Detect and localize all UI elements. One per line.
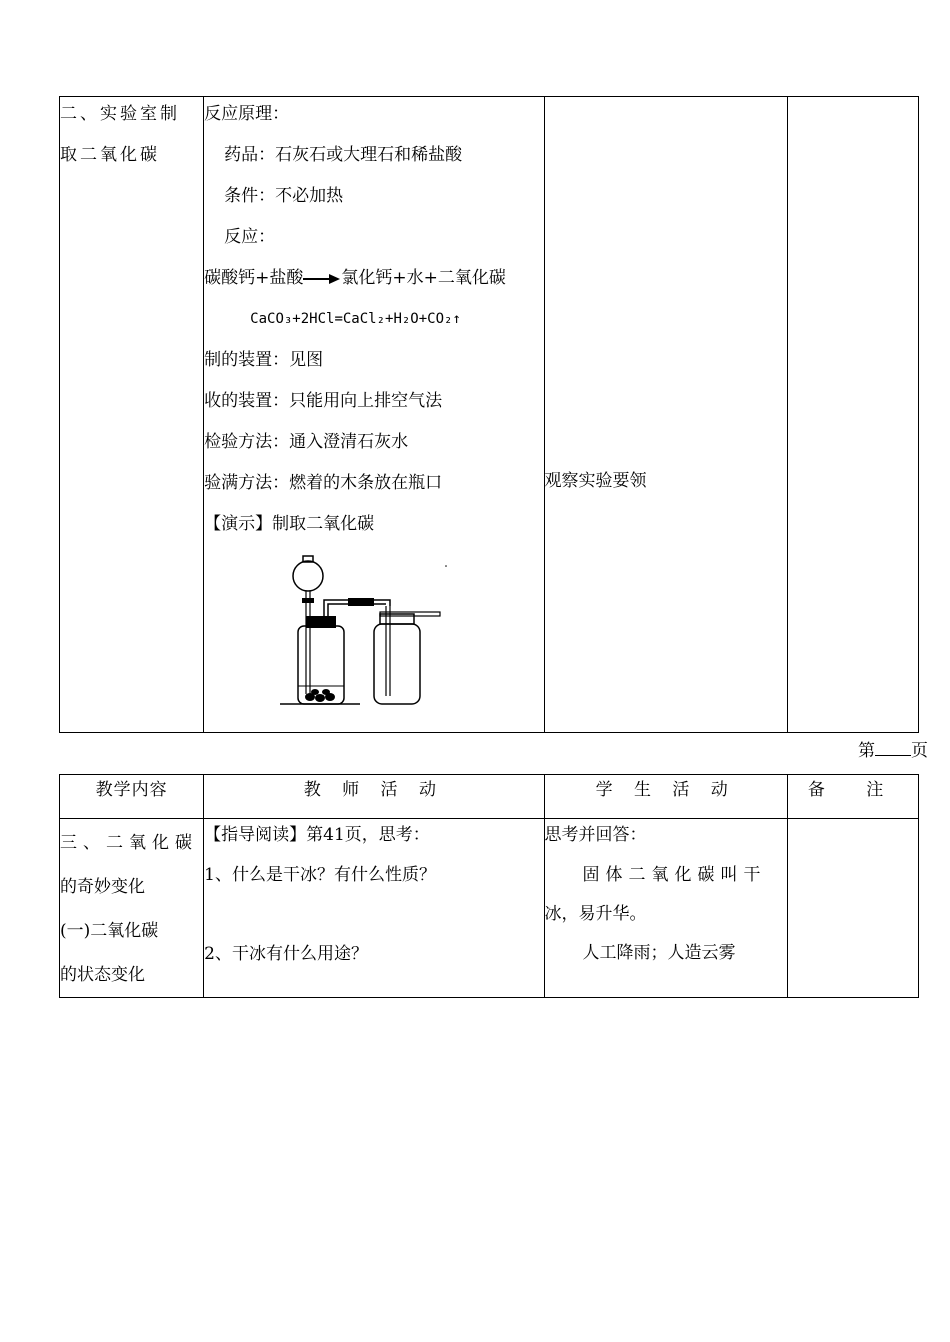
section-title-line: 的状态变化 bbox=[60, 965, 145, 985]
teacher-activity-cell bbox=[204, 819, 544, 998]
student-answer-2: 冰，易升华。 bbox=[544, 904, 647, 924]
section-title-line: 三、二氧化碳 bbox=[60, 833, 198, 853]
page-suffix: 页 bbox=[911, 741, 928, 761]
page-number-blank bbox=[875, 741, 911, 756]
apparatus-line: 制的装置：见图 bbox=[204, 350, 324, 370]
student-activity-cell bbox=[544, 97, 787, 733]
question-2: 2、干冰有什么用途？ bbox=[204, 944, 368, 964]
word-equation bbox=[204, 263, 543, 304]
reaction-heading: 反应： bbox=[224, 227, 276, 247]
lesson-table bbox=[59, 774, 919, 998]
full-check-line: 验满方法：燃着的木条放在瓶口 bbox=[204, 473, 443, 493]
header-teacher: 教 师 活 动 bbox=[204, 775, 544, 819]
collection-line: 收的装置：只能用向上排空气法 bbox=[204, 391, 443, 411]
student-answer-3: 人工降雨；人造云雾 bbox=[582, 943, 736, 963]
section-title-line: 取二氧化碳 bbox=[60, 145, 160, 165]
reagents-line: 药品：石灰石或大理石和稀盐酸 bbox=[224, 145, 463, 165]
co2-apparatus-diagram bbox=[270, 554, 460, 714]
test-method-line: 检验方法：通入澄清石灰水 bbox=[204, 432, 409, 452]
header-remarks: 备 注 bbox=[787, 775, 918, 819]
section-title-line: (一)二氧化碳 bbox=[60, 921, 159, 941]
section-title-line: 二、实验室制 bbox=[60, 104, 180, 124]
word-eq-reactants: 碳酸钙+盐酸 bbox=[204, 268, 304, 288]
demo-line: 【演示】制取二氧化碳 bbox=[204, 514, 375, 534]
section-title-line: 的奇妙变化 bbox=[60, 877, 145, 897]
section-title-cell bbox=[60, 97, 204, 733]
section-title-cell bbox=[60, 819, 204, 998]
arrow-icon bbox=[303, 273, 341, 285]
word-eq-products: 氯化钙+水+二氧化碳 bbox=[341, 268, 506, 288]
conditions-line: 条件：不必加热 bbox=[224, 186, 344, 206]
page-number bbox=[858, 736, 928, 761]
student-answer-intro: 思考并回答： bbox=[544, 825, 647, 845]
header-content: 教学内容 bbox=[60, 775, 204, 819]
question-1: 1、什么是干冰？有什么性质？ bbox=[204, 865, 436, 885]
student-answer-1: 固体二氧化碳叫干 bbox=[582, 865, 767, 885]
remarks-cell bbox=[787, 819, 918, 998]
chemical-equation: CaCO₃+2HCl=CaCl₂+H₂O+CO₂↑ bbox=[250, 311, 461, 327]
header-student: 学 生 活 动 bbox=[544, 775, 787, 819]
teacher-activity-cell bbox=[204, 97, 544, 733]
remarks-cell bbox=[787, 97, 918, 733]
header-row bbox=[60, 775, 919, 819]
student-note: 观察实验要领 bbox=[544, 471, 647, 491]
reading-guide: 【指导阅读】第41页，思考： bbox=[204, 825, 430, 845]
experiment-table bbox=[59, 96, 919, 733]
principle-heading: 反应原理： bbox=[204, 104, 290, 124]
student-activity-cell bbox=[544, 819, 787, 998]
page-prefix: 第 bbox=[858, 741, 875, 761]
